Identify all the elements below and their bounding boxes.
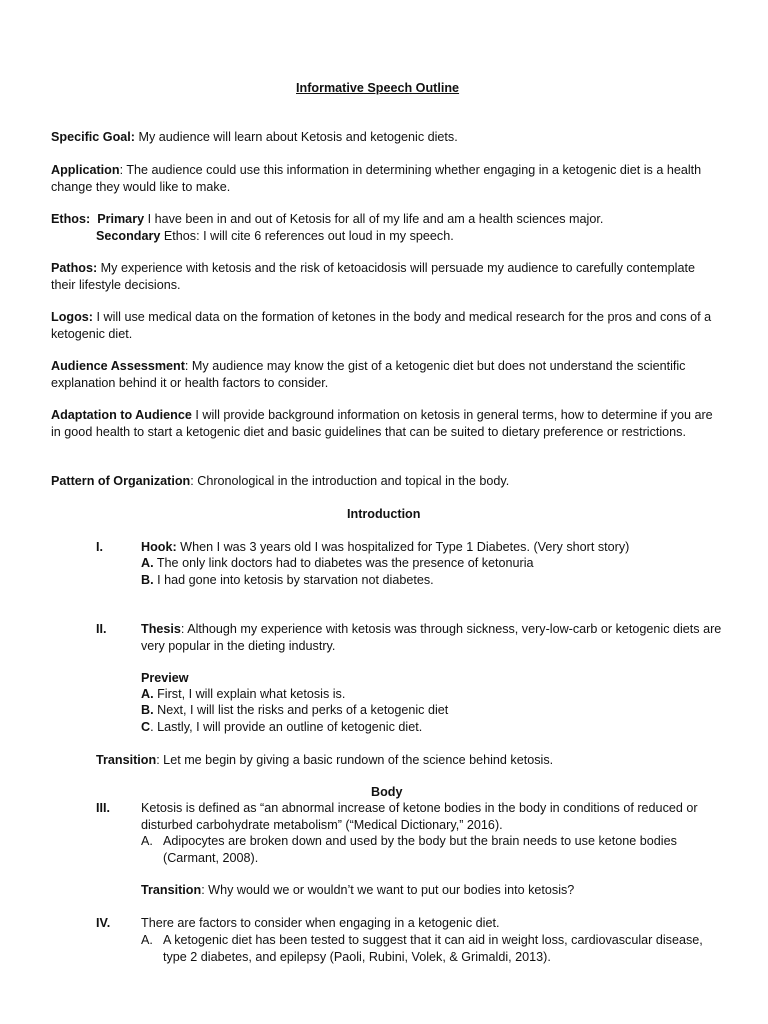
section-1-a-text: The only link doctors had to diabetes was the presence of ketonuria (153, 556, 534, 570)
page-title: Informative Speech Outline (296, 81, 460, 95)
section-4-text: There are factors to consider when engaging in a ketogenic diet. (141, 916, 500, 930)
ethos-secondary-label: Secondary (96, 229, 161, 243)
transition-2-label: Transition (141, 883, 202, 897)
preview-a-text: First, I will explain what ketosis is. (153, 687, 346, 701)
preview-a-marker: A. (141, 687, 154, 701)
section-4-numeral: IV. (96, 916, 111, 930)
audience-assessment (51, 358, 721, 391)
audience-assessment-label: Audience Assessment (51, 359, 185, 373)
section-1-b-marker: B. (141, 573, 154, 587)
body-heading: Body (371, 785, 403, 799)
section-3-a-text: Adipocytes are broken down and used by the body but the brain needs to use ketone bodies (Carmant, 2008). (163, 834, 677, 865)
section-4-a-text: A ketogenic diet has been tested to suggest that it can aid in weight loss, cardiovascular disease, type 2 diabetes, and epilepsy (Paoli, Rubini, Volek, & Grimaldi, 2013). (163, 933, 703, 964)
transition-1-label: Transition (96, 753, 157, 767)
section-1-a (141, 555, 534, 572)
thesis-label: Thesis (141, 622, 181, 636)
section-3-a-marker: A. (141, 834, 153, 848)
ethos-primary-label: Primary (97, 212, 145, 226)
section-2-thesis (141, 621, 723, 654)
ethos-primary-text: I have been in and out of Ketosis for all of my life and am a health sciences major. (144, 212, 604, 226)
adaptation-label: Adaptation to Audience (51, 408, 192, 422)
pattern-of-organization (51, 473, 509, 490)
preview-b (141, 702, 448, 719)
adaptation-to-audience (51, 407, 723, 440)
application-text: : The audience could use this information in determining whether engaging in a ketogenic diet is a health change they would like to make. (51, 163, 702, 194)
thesis-text: : Although my experience with ketosis was through sickness, very-low-carb or ketogenic diets are very popular in the dieting industry. (141, 622, 722, 653)
ethos-secondary (96, 228, 454, 245)
logos-label: Logos: (51, 310, 93, 324)
section-3-numeral: III. (96, 801, 110, 815)
pathos-text: My experience with ketosis and the risk of ketoacidosis will persuade my audience to carefully contemplate their lifestyle decisions. (51, 261, 695, 292)
transition-1 (96, 752, 553, 769)
specific-goal (51, 129, 721, 146)
logos (51, 309, 721, 342)
specific-goal-label: Specific Goal: (51, 130, 135, 144)
introduction-heading: Introduction (347, 507, 421, 521)
pathos (51, 260, 711, 293)
transition-2 (141, 882, 574, 899)
preview-heading: Preview (141, 671, 189, 685)
application (51, 162, 721, 195)
transition-2-text: : Why would we or wouldn’t we want to put our bodies into ketosis? (201, 883, 575, 897)
section-1-numeral: I. (96, 540, 103, 554)
adaptation-text: I will provide background information on ketosis in general terms, how to determine if you are in good health to start a ketogenic diet and basic guidelines that can be suited to dietary preference or restrictions. (51, 408, 713, 439)
preview-b-text: Next, I will list the risks and perks of a ketogenic diet (153, 703, 449, 717)
hook-text: When I was 3 years old I was hospitalized for Type 1 Diabetes. (Very short story) (176, 540, 630, 554)
section-3-text: Ketosis is defined as “an abnormal increase of ketone bodies in the body in conditions of reduced or disturbed carbohydrate metabolism” (“Medical Dictionary,” 2016). (141, 801, 698, 832)
logos-text: I will use medical data on the formation of ketones in the body and medical research for the pros and cons of a ketogenic diet. (51, 310, 712, 341)
hook-label: Hook: (141, 540, 177, 554)
ethos-primary (51, 211, 603, 228)
section-4-a-marker: A. (141, 933, 153, 947)
section-1-hook (141, 539, 629, 556)
section-1-b (141, 572, 434, 589)
section-2-numeral: II. (96, 622, 107, 636)
ethos-secondary-text: Ethos: I will cite 6 references out loud in my speech. (160, 229, 454, 243)
preview-c-text: . Lastly, I will provide an outline of ketogenic diet. (150, 720, 423, 734)
application-label: Application (51, 163, 120, 177)
section-1-b-text: I had gone into ketosis by starvation not diabetes. (153, 573, 434, 587)
section-1-a-marker: A. (141, 556, 154, 570)
specific-goal-text: My audience will learn about Ketosis and ketogenic diets. (134, 130, 458, 144)
pathos-label: Pathos: (51, 261, 98, 275)
pattern-label: Pattern of Organization (51, 474, 191, 488)
preview-c (141, 719, 422, 736)
preview-c-marker: C (141, 720, 151, 734)
transition-1-text: : Let me begin by giving a basic rundown of the science behind ketosis. (156, 753, 554, 767)
ethos-label: Ethos: (51, 212, 91, 226)
pattern-text: : Chronological in the introduction and topical in the body. (190, 474, 510, 488)
audience-assessment-text: : My audience may know the gist of a ketogenic diet but does not understand the scientific explanation behind it or health factors to consider. (51, 359, 686, 390)
preview-a (141, 686, 345, 703)
preview-b-marker: B. (141, 703, 154, 717)
